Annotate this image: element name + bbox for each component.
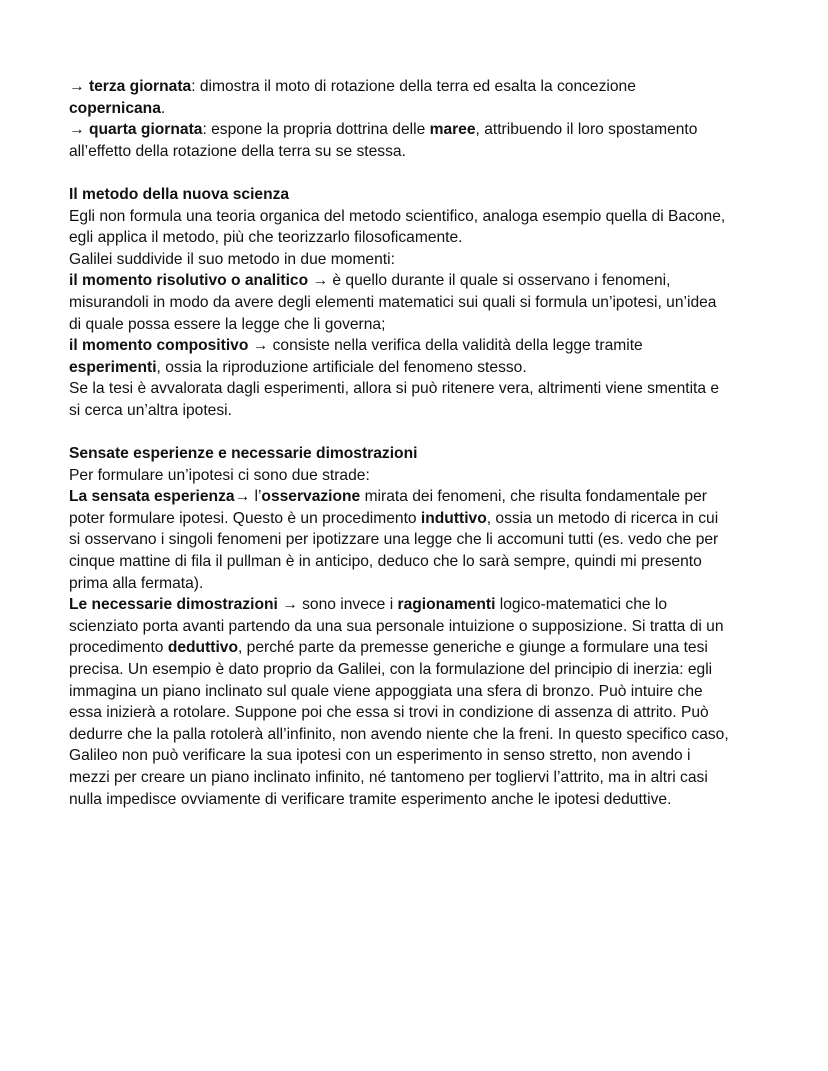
text-line [69, 486, 769, 508]
text-run: di quale possa essere la legge che li governa; [69, 315, 386, 333]
text-line [69, 249, 769, 271]
text-line [69, 98, 769, 120]
text-line [69, 335, 769, 357]
section-heading [69, 184, 769, 206]
text-run: nulla impedisce ovviamente di verificare tramite esperimento anche le ipotesi deduttive. [69, 790, 672, 808]
text-run: Galilei suddivide il suo metodo in due momenti: [69, 250, 395, 268]
text-run: , perché parte da premesse generiche e giunge a formulare una tesi [238, 639, 708, 657]
text-line [69, 227, 769, 249]
text-run: all’effetto della rotazione della terra su se stessa. [69, 142, 406, 160]
text-run: . [160, 99, 166, 117]
text-run: si osservano i singoli fenomeni per ipotizzare una legge che li accomuni tutti (es. vedo che per [69, 531, 719, 549]
text-run: egli applica il metodo, più che teorizzarlo filosoficamente. [69, 229, 463, 247]
text-run: Galileo non può verificare la sua ipotesi con un esperimento in senso stretto, non avendo i [69, 747, 691, 765]
section-metodo [69, 184, 769, 422]
heading-text: Il metodo della nuova scienza [69, 185, 290, 203]
bold-term: maree [429, 121, 476, 139]
text-line [69, 270, 769, 292]
text-line [69, 637, 769, 659]
intro-block [69, 76, 769, 162]
bold-term: La sensata esperienza [69, 488, 235, 506]
text-line [69, 76, 769, 98]
text-line [69, 573, 769, 595]
text-run: → è quello durante il quale si osservano i fenomeni, [308, 272, 671, 290]
text-line [69, 508, 769, 530]
text-line [69, 400, 769, 422]
text-line [69, 767, 769, 789]
text-line [69, 141, 769, 163]
text-line [69, 465, 769, 487]
text-run: mezzi per creare un piano inclinato infinito, né tantomeno per togliervi l’attrito, ma in altri casi [69, 769, 708, 786]
text-run: Se la tesi è avvalorata dagli esperimenti, allora si può ritenere vera, altrimenti viene smentita e [69, 380, 720, 398]
text-run: logico-matematici che lo [495, 596, 668, 614]
text-run: : espone la propria dottrina delle [202, 121, 430, 139]
bold-term: ragionamenti [397, 596, 496, 614]
text-run: , ossia un metodo di ricerca in cui [486, 509, 719, 527]
text-run: si cerca un’altra ipotesi. [69, 401, 232, 419]
text-run: Egli non formula una teoria organica del metodo scientifico, analoga esempio quella di Bacone, [69, 207, 726, 225]
bold-term: deduttivo [167, 639, 238, 657]
text-run: → consiste nella verifica della validità della legge tramite [248, 337, 643, 355]
text-run: poter formulare ipotesi. Questo è un procedimento [69, 509, 421, 527]
bold-term: il momento risolutivo o analitico [69, 272, 309, 290]
text-run: scienziato porta avanti partendo da una sua personale intuizione o supposizione. Si tratta di un [69, 617, 724, 635]
bold-term: esperimenti [69, 358, 157, 376]
text-run: essa inizierà a rotolare. Suppone poi che essa si trovi in condizione di assenza di attrito. Può [69, 704, 709, 722]
text-line [69, 292, 769, 314]
bold-term: induttivo [420, 509, 487, 527]
text-run: precisa. Un esempio è dato proprio da Galilei, con la formulazione del principio di inerzia: egli [69, 661, 713, 679]
section-heading [69, 443, 769, 465]
text-line [69, 378, 769, 400]
text-line [69, 616, 769, 638]
text-run: cinque mattine di fila il pullman è in anticipo, deduco che lo sarà sempre, quindi mi presento [69, 553, 702, 571]
text-run: : dimostra il moto di rotazione della terra ed esalta la concezione [191, 78, 636, 95]
text-run: Per formulare un’ipotesi ci sono due strade: [69, 466, 370, 484]
bold-term: copernicana [69, 99, 161, 117]
text-line [69, 357, 769, 379]
text-line [69, 745, 769, 767]
bold-term: osservazione [261, 488, 361, 506]
bold-term: quarta giornata [88, 121, 203, 139]
text-run: mirata dei fenomeni, che risulta fondamentale per [360, 488, 707, 506]
text-run: immagina un piano inclinato sul quale viene appoggiata una sfera di bronzo. Può intuire che [69, 682, 703, 700]
bold-term: Le necessarie dimostrazioni [69, 596, 278, 614]
text-run: misurandoli in modo da avere degli elementi matematici sui quali si formula un’ipotesi, un’idea [69, 293, 717, 311]
text-run: → sono invece i [277, 596, 398, 614]
text-run: procedimento [69, 639, 168, 657]
text-line [69, 594, 769, 616]
paragraph-gap [69, 422, 769, 444]
text-run: , attribuendo il loro spostamento [475, 121, 698, 139]
text-run: , ossia la riproduzione artificiale del fenomeno stesso. [156, 358, 527, 376]
section-body [69, 465, 769, 811]
bold-term: il momento compositivo [69, 337, 249, 355]
text-line [69, 551, 769, 573]
text-line [69, 206, 769, 228]
document-page [69, 76, 769, 810]
bold-term: terza giornata [88, 78, 192, 95]
text-run: prima alla fermata). [69, 574, 204, 592]
text-line [69, 789, 769, 811]
text-line [69, 529, 769, 551]
text-line [69, 659, 769, 681]
text-line [69, 681, 769, 703]
text-line [69, 724, 769, 746]
section-body [69, 206, 769, 422]
text-run: dedurre che la palla rotolerà all’infinito, non avendo niente che la freni. In questo specifico caso, [69, 725, 729, 743]
text-run: → [69, 121, 89, 139]
text-line [69, 314, 769, 336]
text-line [69, 702, 769, 724]
text-run: → l’ [234, 488, 262, 506]
text-run: → [69, 78, 89, 95]
text-line [69, 119, 769, 141]
paragraph-gap [69, 162, 769, 184]
heading-text: Sensate esperienze e necessarie dimostrazioni [69, 445, 418, 463]
section-esperienze [69, 443, 769, 810]
